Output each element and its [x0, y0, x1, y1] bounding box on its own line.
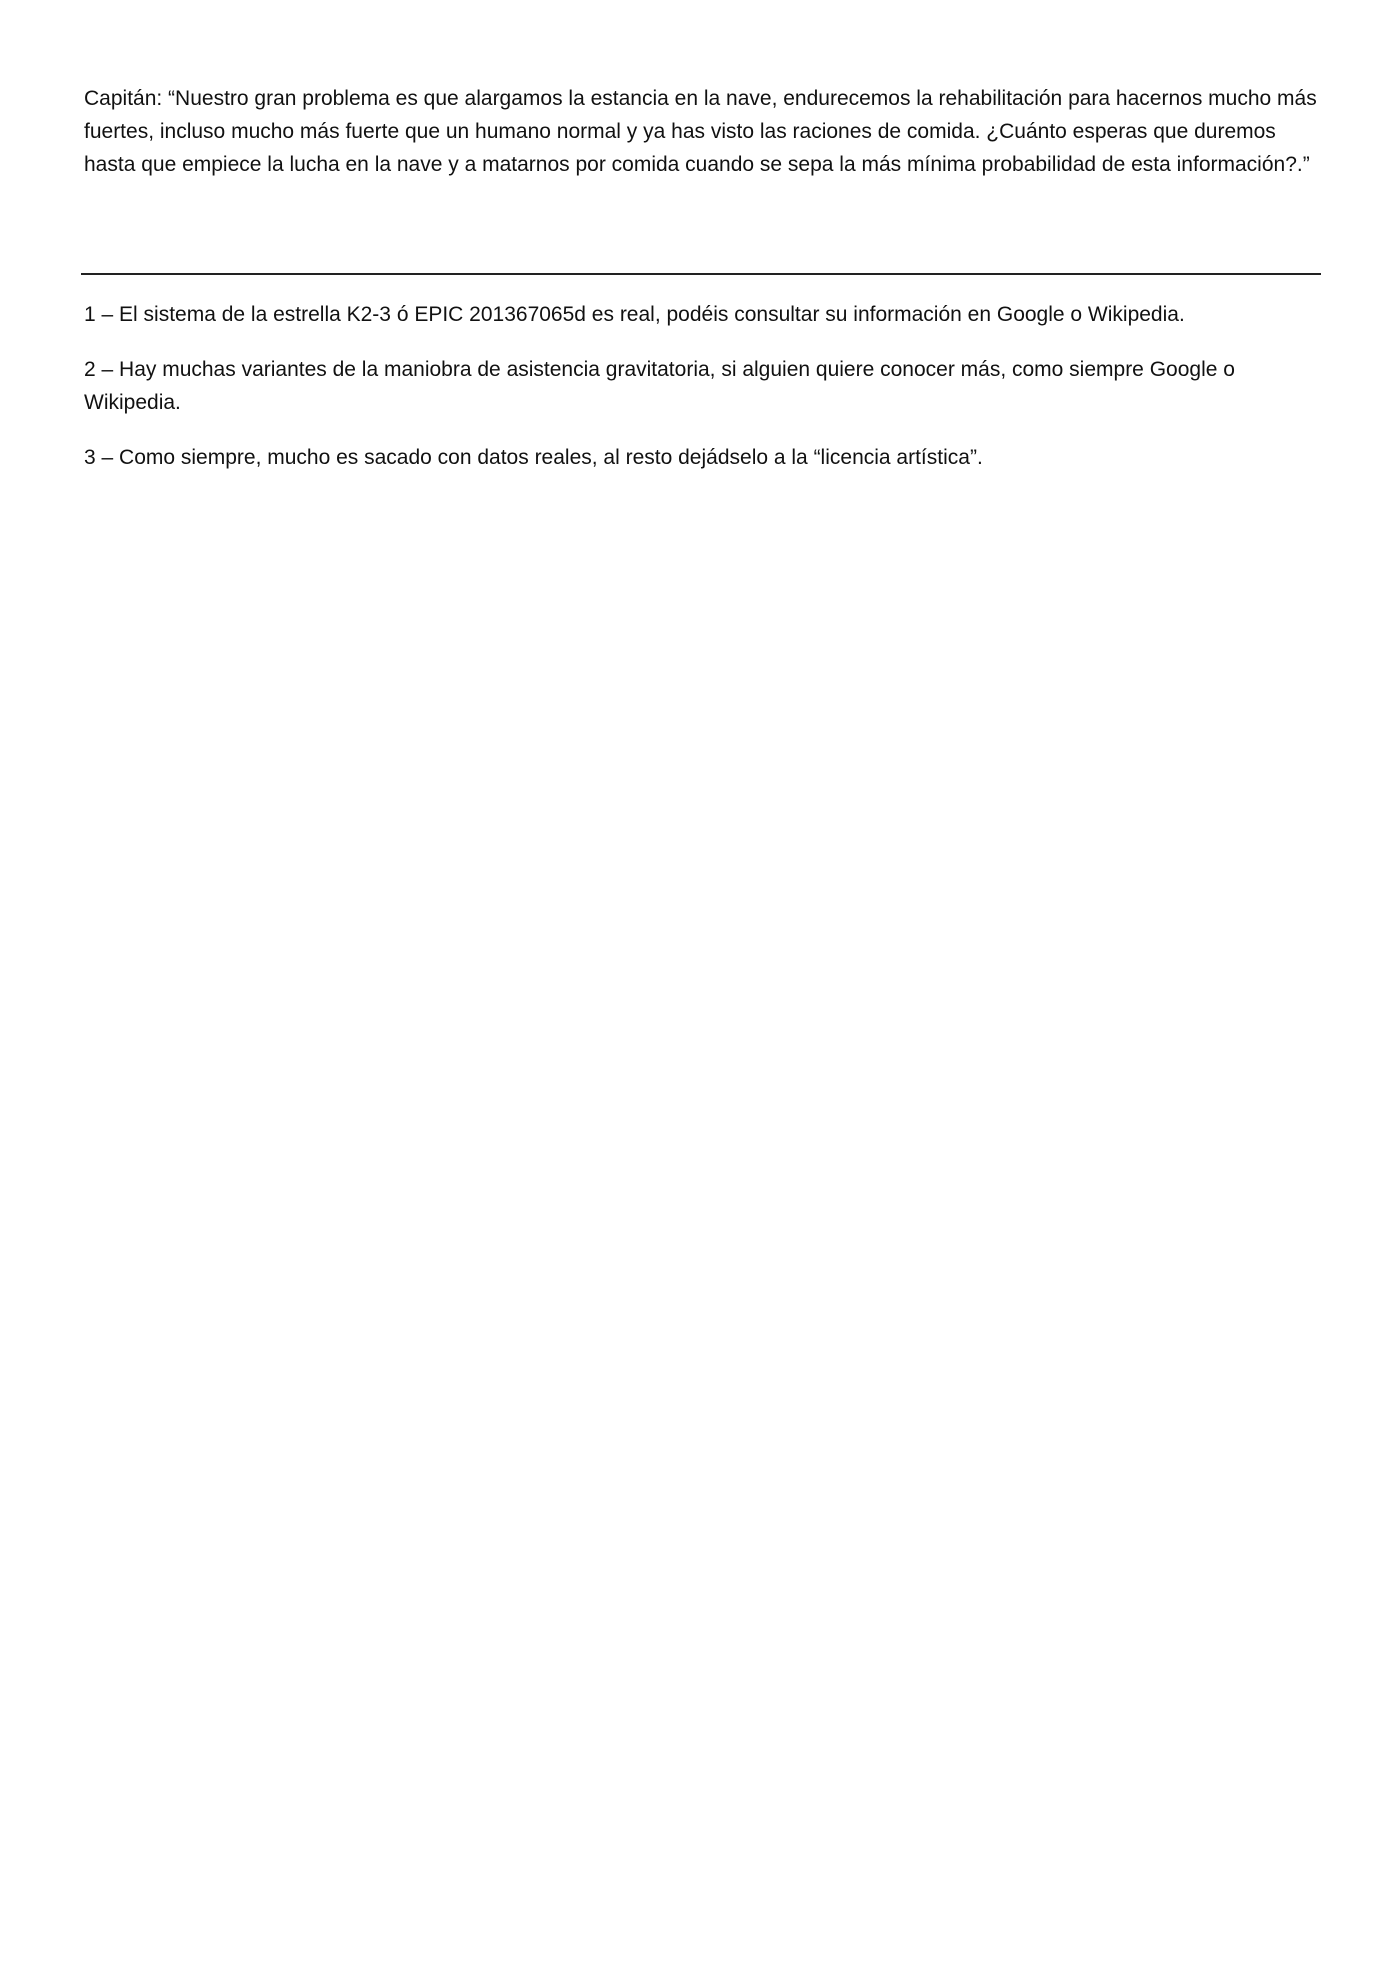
footnote-3: 3 – Como siempre, mucho es sacado con datos reales, al resto dejádselo a la “licencia artística”. — [84, 446, 983, 469]
footnote-2: 2 – Hay muchas variantes de la maniobra de asistencia gravitatoria, si alguien quiere conocer más, como siempre Google o Wikipedia. — [84, 358, 1235, 414]
footnotes — [84, 298, 1324, 496]
footnote-divider — [81, 273, 1321, 275]
footnote-1: 1 – El sistema de la estrella K2-3 ó EPIC 201367065d es real, podéis consultar su información en Google o Wikipedia. — [84, 303, 1185, 326]
captain-dialogue-paragraph: Capitán: “Nuestro gran problema es que alargamos la estancia en la nave, endurecemos la rehabilitación para hacernos mucho más fuertes, incluso mucho más fuerte que un humano normal y ya has visto las raciones de comida. ¿Cuánto esperas que duremos hasta que empiece la lucha en la nave y a matarnos por comida cuando se sepa la más mínima probabilidad de esta información?.” — [84, 87, 1317, 176]
